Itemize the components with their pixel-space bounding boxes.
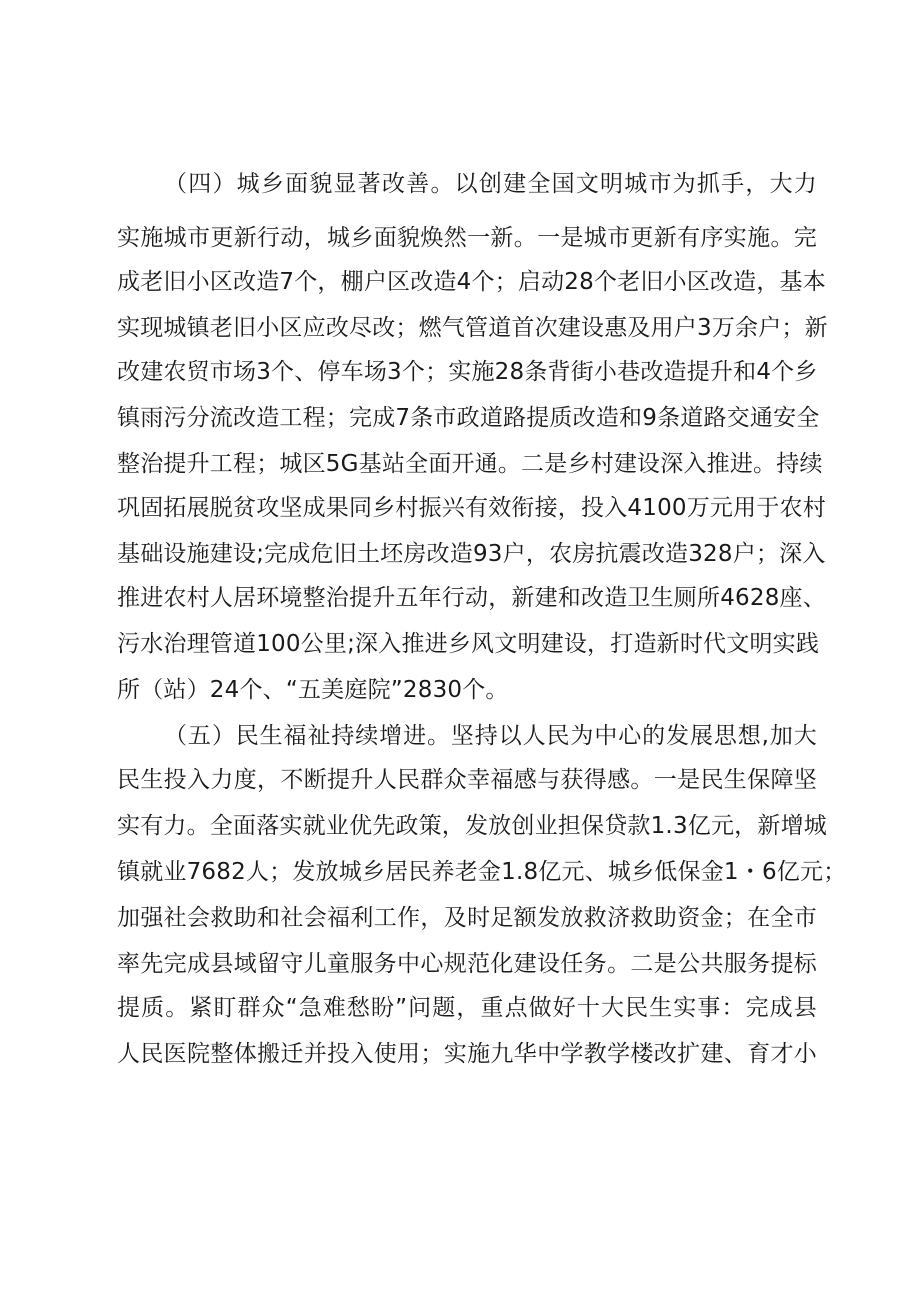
paragraph-4-line-3: 成老旧小区改造7个，棚户区改造4个；启动28个老旧小区改造，基本 xyxy=(117,269,826,295)
paragraph-5-line-7: 提质。紧盯群众“急难愁盼”问题，重点做好十大民生实事：完成县 xyxy=(117,995,817,1021)
paragraph-4-line-9: 基础设施建设;完成危旧土坯房改造93户，农房抗震改造328户；深入 xyxy=(117,541,826,567)
paragraph-5-line-1: （五）民生福祉持续增进。坚持以人民为中心的发展思想,加大 xyxy=(164,723,817,749)
paragraph-5-line-4: 镇就业7682人；发放城乡居民养老金1.8亿元、城乡低保金1・6亿元； xyxy=(117,859,847,885)
paragraph-5-line-8: 人民医院整体搬迁并投入使用；实施九华中学教学楼改扩建、育才小 xyxy=(117,1041,817,1067)
paragraph-4-line-6: 镇雨污分流改造工程；完成7条市政道路提质改造和9条道路交通安全 xyxy=(117,405,820,431)
paragraph-4-line-8: 巩固拓展脱贫攻坚成果同乡村振兴有效衔接，投入4100万元用于农村 xyxy=(117,495,826,521)
paragraph-5-line-6: 率先完成县域留守儿童服务中心规范化建设任务。二是公共服务提标 xyxy=(117,951,817,977)
paragraph-5-line-5: 加强社会救助和社会福利工作，及时足额发放救济救助资金；在全市 xyxy=(117,905,817,931)
paragraph-4-line-11: 污水治理管道100公里;深入推进乡风文明建设，打造新时代文明实践 xyxy=(117,631,820,657)
paragraph-4-line-5: 改建农贸市场3个、停车场3个；实施28条背街小巷改造提升和4个乡 xyxy=(117,359,818,385)
paragraph-4-line-10: 推进农村人居环境整治提升五年行动，新建和改造卫生厕所4628座、 xyxy=(117,585,826,611)
paragraph-4-line-2: 实施城市更新行动，城乡面貌焕然一新。一是城市更新有序实施。完 xyxy=(117,225,817,251)
paragraph-5-line-2: 民生投入力度，不断提升人民群众幸福感与获得感。一是民生保障坚 xyxy=(117,767,817,793)
paragraph-4-line-7: 整治提升工程；城区5G基站全面开通。二是乡村建设深入推进。持续 xyxy=(117,451,823,477)
paragraph-4-line-4: 实现城镇老旧小区应改尽改；燃气管道首次建设惠及用户3万余户；新 xyxy=(117,315,828,341)
paragraph-4-line-12: 所（站）24个、“五美庭院”2830个。 xyxy=(117,677,509,703)
paragraph-5-line-3: 实有力。全面落实就业优先政策，发放创业担保贷款1.3亿元，新增城 xyxy=(117,813,827,839)
paragraph-4-line-1: （四）城乡面貌显著改善。以创建全国文明城市为抓手，大力 xyxy=(164,171,817,197)
